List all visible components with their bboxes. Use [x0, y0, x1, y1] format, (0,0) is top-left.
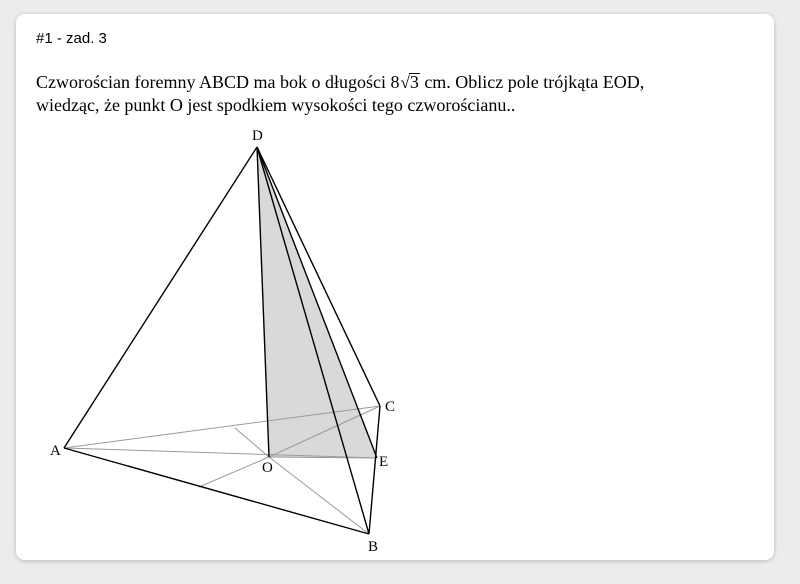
- edge-a-d: [64, 147, 257, 448]
- edge-a-b: [64, 448, 369, 534]
- label-a: A: [50, 443, 61, 459]
- sqrt-symbol: √: [400, 73, 410, 92]
- problem-text-part1: Czworościan foremny ABCD ma bok o długości 8: [36, 72, 400, 92]
- task-header: #1 - zad. 3: [36, 30, 107, 47]
- line-b-o: [269, 457, 369, 534]
- label-b: B: [368, 539, 379, 555]
- edge-b-c: [369, 406, 380, 534]
- label-c: C: [385, 399, 396, 415]
- problem-line-2: wiedząc, że punkt O jest spodkiem wysokości tego czworościanu..: [36, 95, 516, 115]
- problem-text-part2: cm. Oblicz pole trójkąta EOD,: [419, 72, 645, 92]
- label-o: O: [262, 460, 273, 476]
- label-d: D: [252, 128, 263, 144]
- label-e: E: [379, 454, 389, 470]
- sqrt-radicand: 3: [409, 72, 419, 92]
- tetrahedron-figure: [16, 14, 774, 560]
- task-card: [16, 14, 774, 560]
- line-o-ab-mid: [199, 457, 269, 487]
- line-o-ac-mid: [235, 428, 269, 457]
